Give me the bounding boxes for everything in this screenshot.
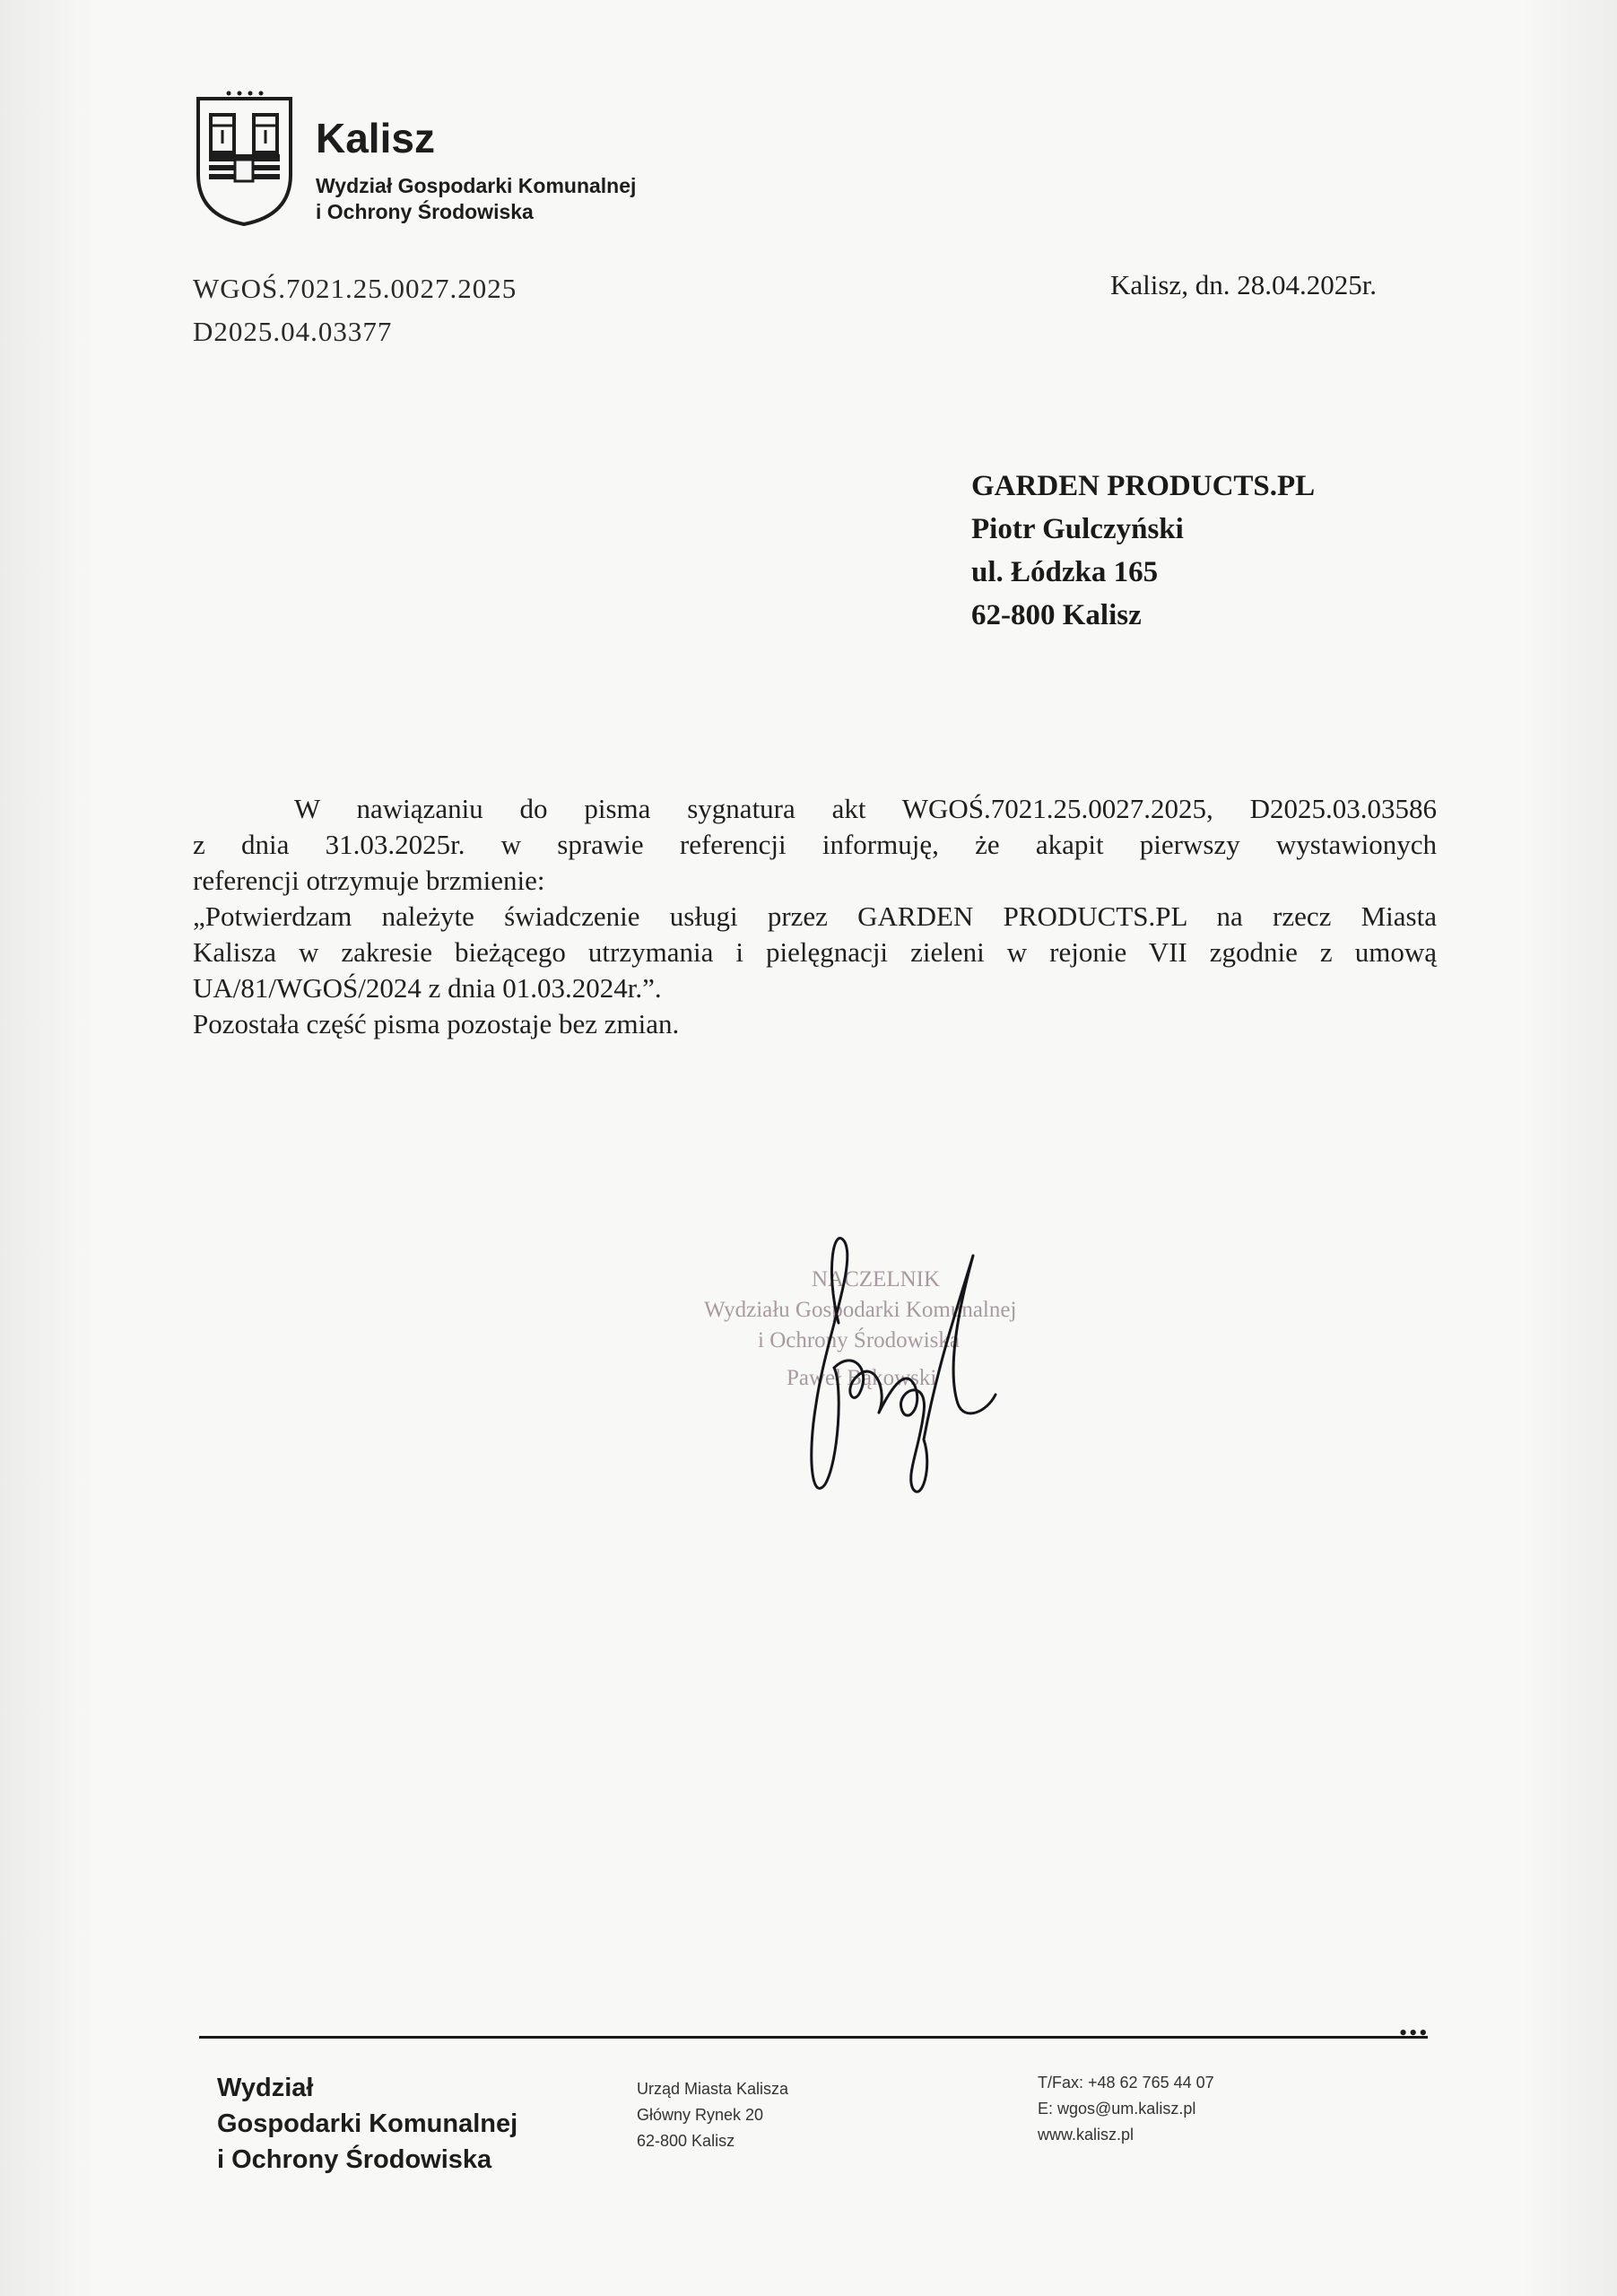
addressee-person: Piotr Gulczyński: [971, 513, 1184, 545]
footer-dots: •••: [1399, 2020, 1430, 2046]
quote-line: Kalisza w zakresie bieżącego utrzymania i pielęgnacji zieleni w rejonie VII zgodnie z umową: [193, 936, 1437, 968]
body-line: W nawiązaniu do pisma sygnatura akt WGOŚ.7021.25.0027.2025, D2025.03.03586: [294, 793, 1437, 824]
addressee-block: [971, 465, 1315, 637]
department-name: Wydział Gospodarki Komunalnej i Ochrony Środowiska: [316, 174, 637, 223]
body-line: referencji otrzymuje brzmienie:: [193, 865, 545, 896]
footer-phone: T/Fax: +48 62 765 44 07: [1038, 2074, 1214, 2092]
closing-line: Pozostała część pisma pozostaje bez zmian.: [193, 1008, 680, 1039]
official-stamp: NACZELNIK Wydziału Gospodarki Komunalnej i Ochrony Środowiska Paweł Bąkowski: [704, 1267, 1017, 1390]
addressee-city: 62-800 Kalisz: [971, 599, 1142, 631]
body-line: z dnia 31.03.2025r. w sprawie referencji informuję, że akapit pierwszy wystawionych: [193, 829, 1437, 860]
case-reference: WGOŚ.7021.25.0027.2025: [193, 273, 517, 304]
quote-line: UA/81/WGOŚ/2024 z dnia 01.03.2024r.”.: [193, 972, 662, 1004]
kalisz-crest-logo: [193, 90, 296, 229]
footer-website: www.kalisz.pl: [1038, 2126, 1135, 2144]
quote-line: „Potwierdzam należyte świadczenie usługi przez GARDEN PRODUCTS.PL na rzecz Miasta: [193, 900, 1437, 932]
footer-department: Wydział Gospodarki Komunalnej i Ochrony Środowiska: [217, 2074, 518, 2174]
institution-name: Kalisz: [316, 115, 435, 161]
footer-contact: [1038, 2070, 1214, 2148]
place-date: Kalisz, dn. 28.04.2025r.: [1110, 269, 1378, 300]
footer-email: E: wgos@um.kalisz.pl: [1038, 2100, 1196, 2118]
addressee-street: ul. Łódzka 165: [971, 556, 1159, 588]
footer-address: Urząd Miasta Kalisza Główny Rynek 20 62-800 Kalisz: [637, 2080, 789, 2150]
footer-divider: [199, 2036, 1428, 2039]
letter-body: [193, 791, 1437, 1042]
handwritten-signature: [771, 1233, 1022, 1502]
document-number: D2025.04.03377: [193, 316, 393, 347]
addressee-company: GARDEN PRODUCTS.PL: [971, 470, 1316, 502]
